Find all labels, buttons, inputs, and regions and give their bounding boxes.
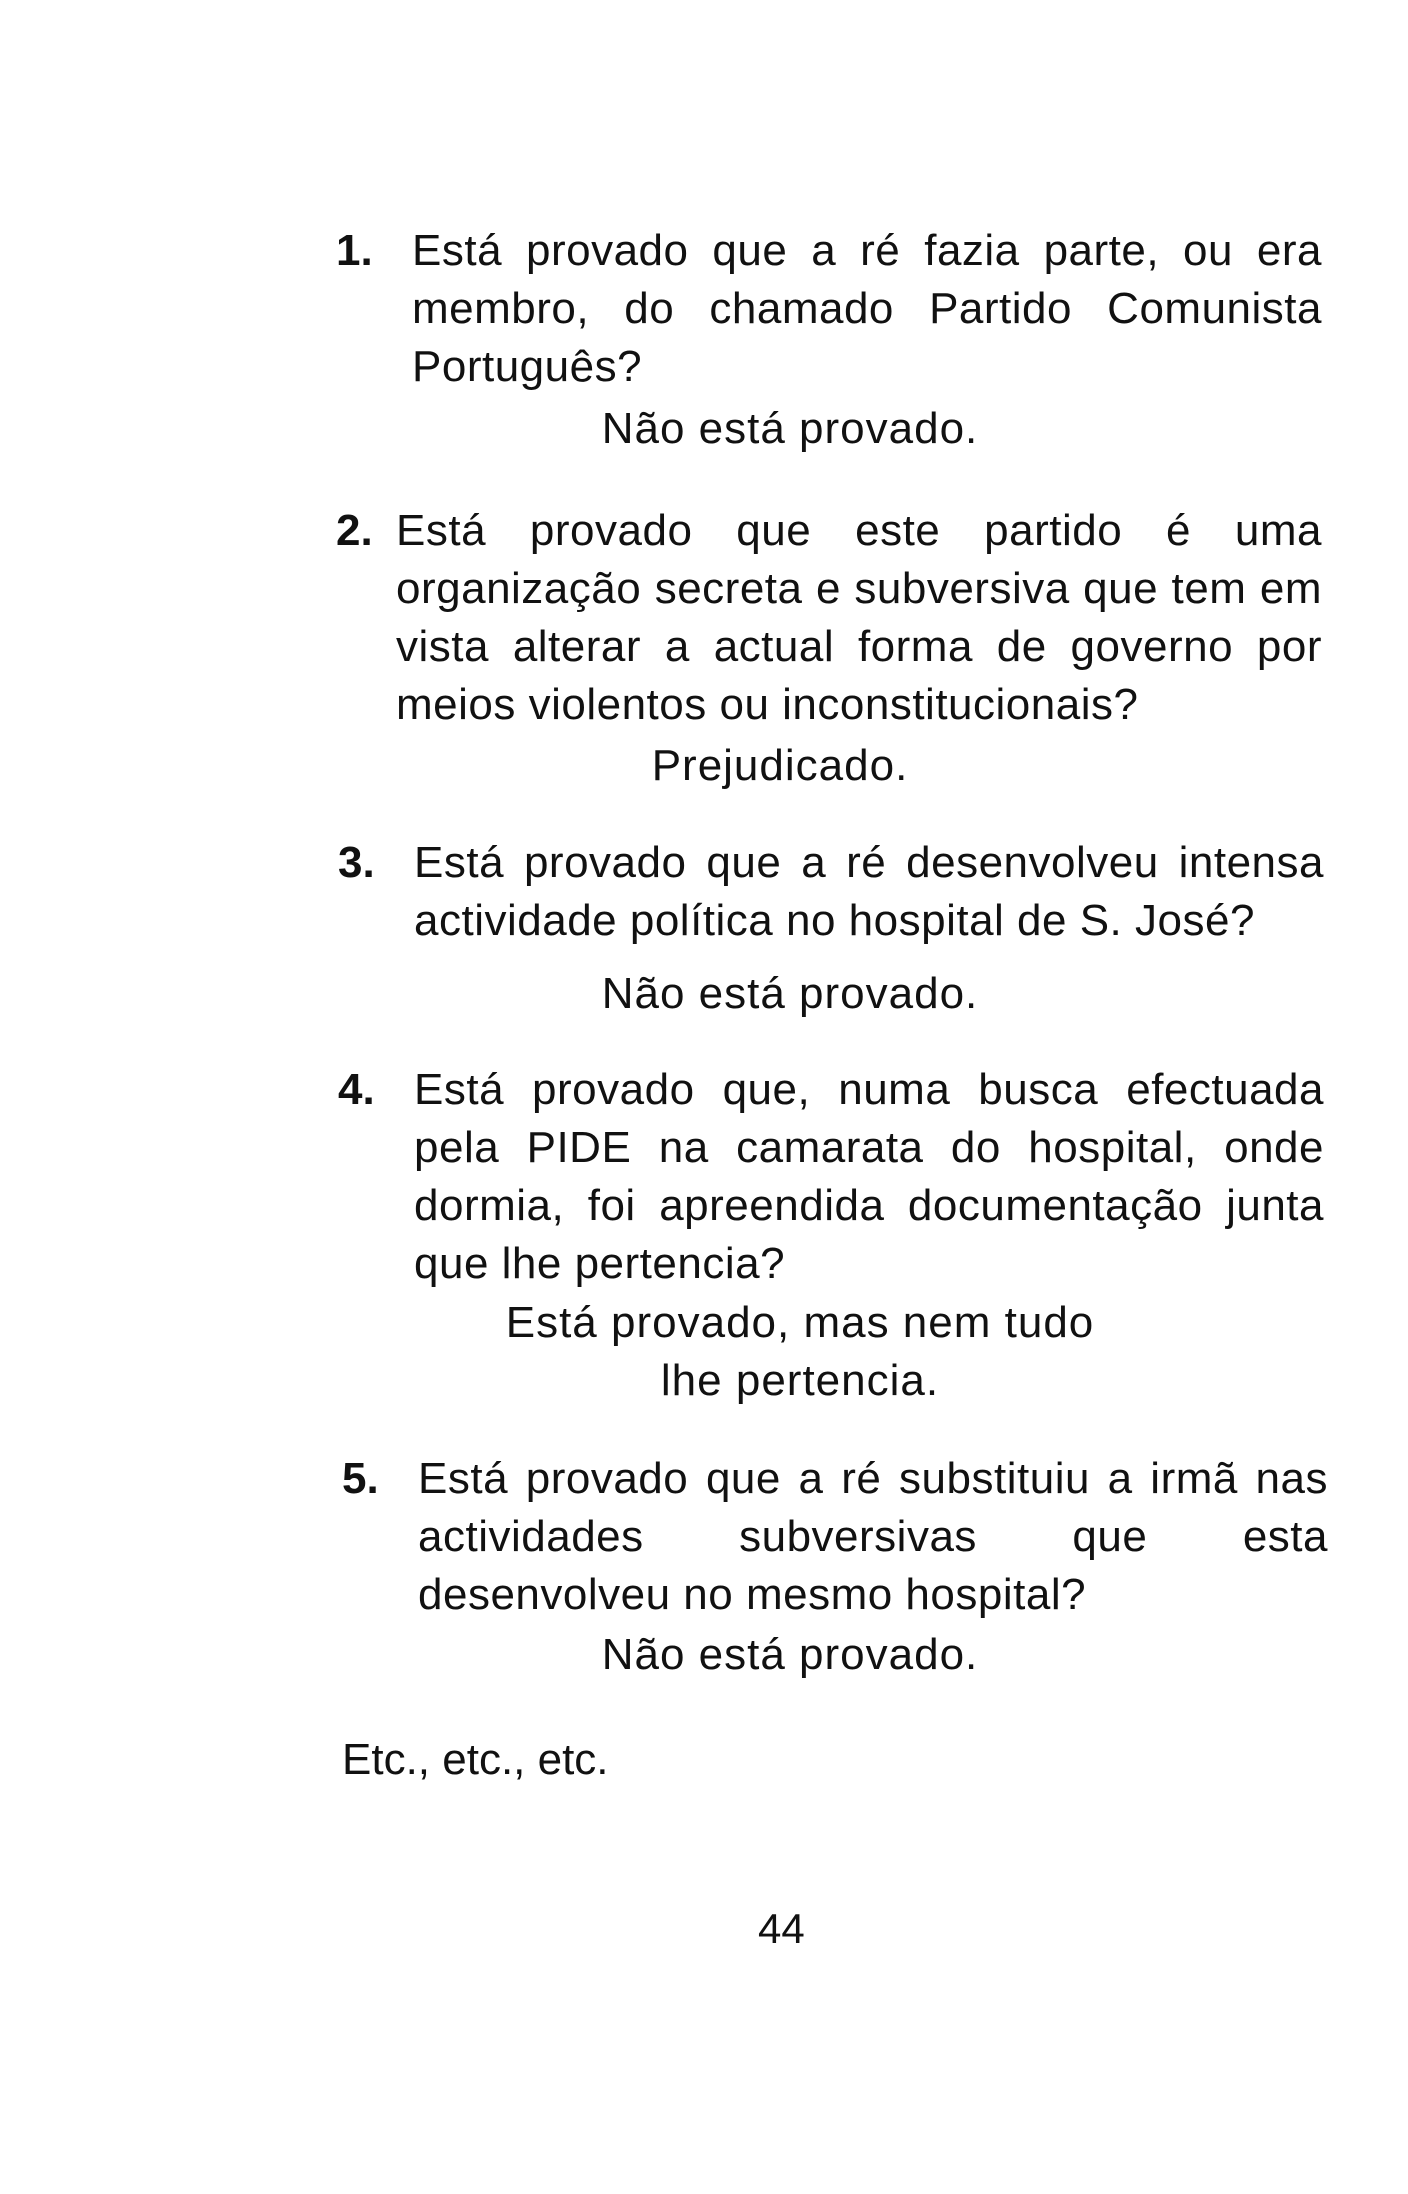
question-number: 5. — [342, 1454, 379, 1503]
question-text: Está provado que a ré desenvolveu intensa actividade política no hospital de S. José? — [414, 838, 1324, 945]
answer-1: Não está provado. — [601, 404, 979, 453]
question-text: Está provado que este partido é uma organização secreta e subversiva que tem em vista alterar a actual forma de governo por meios violentos ou inconstitucionais? — [396, 506, 1322, 729]
question-number: 2. — [336, 506, 373, 555]
question-text: Está provado que a ré substituiu a irmã nas actividades subversivas que esta desenvolveu no mesmo hospital? — [418, 1454, 1328, 1619]
question-number: 4. — [338, 1065, 375, 1114]
question-number: 1. — [336, 226, 373, 275]
answer-3: Não está provado. — [601, 969, 979, 1018]
closing-text: Etc., etc., etc. — [342, 1735, 609, 1784]
answer-4: Está provado, mas nem tudo lhe pertencia. — [505, 1298, 1095, 1405]
answer-5: Não está provado. — [601, 1630, 979, 1679]
answer-2: Prejudicado. — [651, 741, 909, 790]
question-text: Está provado que, numa busca efectuada pela PIDE na camarata do hospital, onde dormia, foi apreendida documentação junta que lhe pertencia? — [414, 1065, 1324, 1288]
question-number: 3. — [338, 838, 375, 887]
page-number: 44 — [758, 1905, 805, 1952]
question-text: Está provado que a ré fazia parte, ou era membro, do chamado Partido Comunista Português? — [412, 226, 1322, 391]
